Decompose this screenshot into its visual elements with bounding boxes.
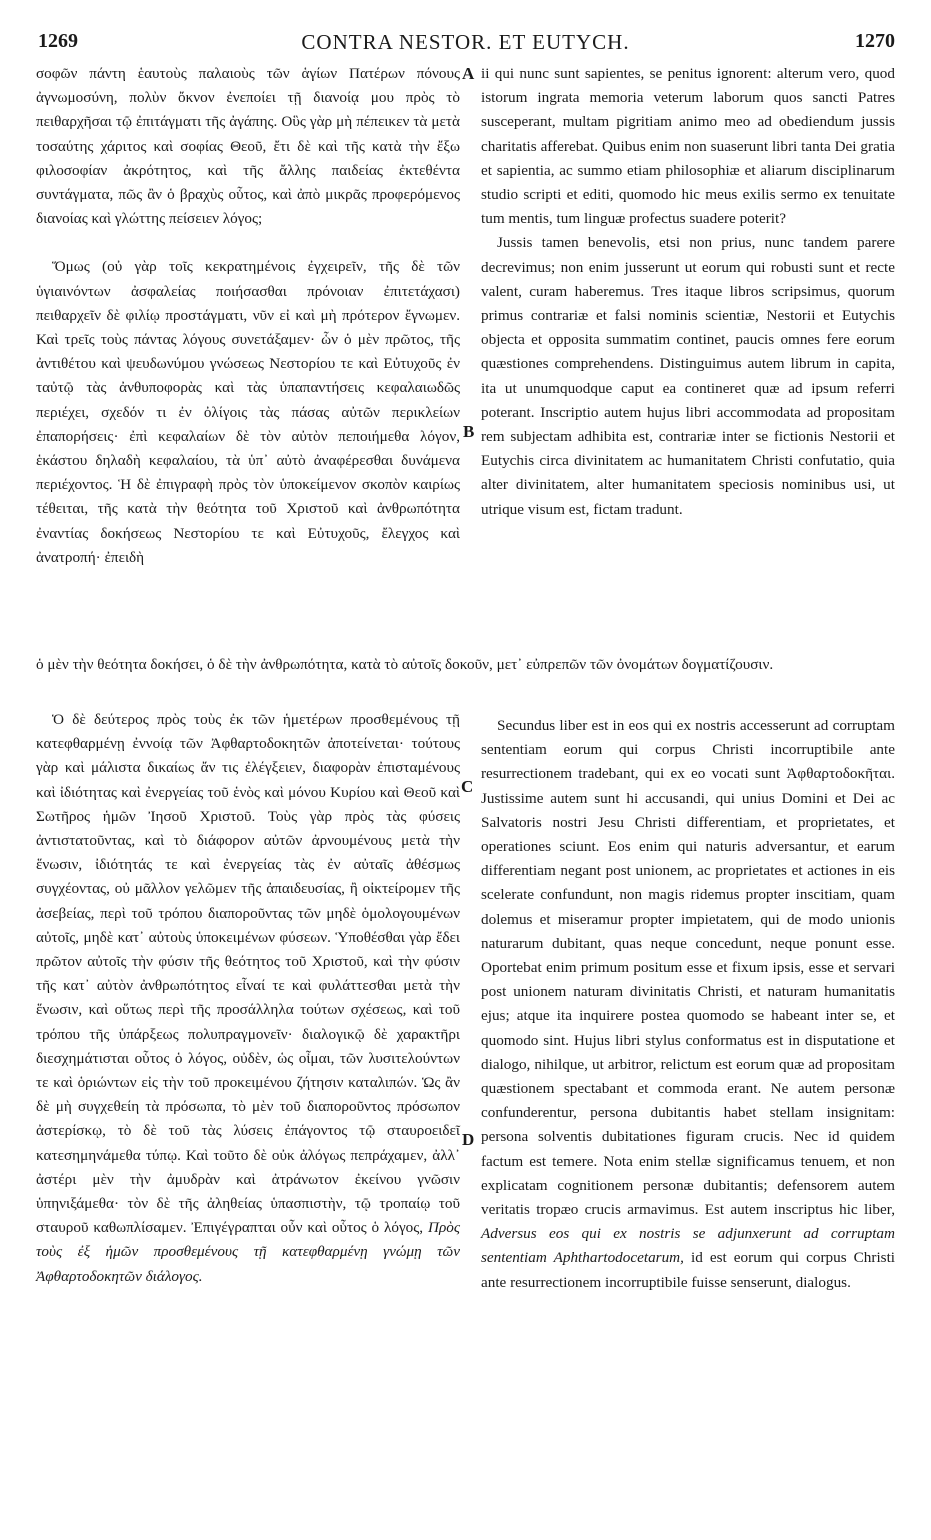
page-header xyxy=(0,30,931,56)
greek-book-title: Πρὸς τοὺς ἐξ ἡμῶν προσθεμένους τῇ κατεφθαρμένῃ γνώμῃ τῶν Ἀφθαρτοδοκητῶν διάλογος. xyxy=(36,1219,460,1285)
greek-column-top xyxy=(36,62,460,570)
latin-paragraph-3-text: Secundus liber est in eos qui ex nostris accesserunt ad corruptam sententiam eorum qui corpus Christi incorruptibile ante resurrectionem tradebant, qui ex eo vocati sunt Ἀφθαρτοδοκῆται. Justissime autem sunt hi accusandi, qui unius Domini et Dei ac Salvatoris nostri Jesu Christi differentiam, et proprietates, et operationes sciunt. Eos enim qui naturis adversantur, et earum differentiam negant post unionem, ac proprietates et actiones in eis scelerate confundunt, non magis ridemus propter inscitiam, quam dolemus et miseramur propter impietatem, qui de modo unionis naturarum dubitant, quas neque concedunt, neque ponunt esse. Oportebat enim primum positum esse et fixum ipsis, esse et servari post unionem naturam divinitatis Christi, et naturam humanitatis ejus; atque ita inquirere postea quomodo se habeant inter se, et quomodo sint. Hujus libri stylus conformatus est in disputatione et dialogo, nihilque, ut arbitror, relictum est eorum quæ ad propositam quæstionem spectabant et commoda erant. Ne autem personæ confunderentur, persona dubitantis habet stellam insignitam: persona solventis dubitationes figuram crucis. Nec id quidem factum est temere. Nota enim stellæ significamus tenuem, et non explicatam cognitionem personæ dubitantis; defensorem autem veritatis tropæo crucis armavimus. Est autem inscriptus hic liber, xyxy=(481,717,895,1219)
greek-paragraph-1: σοφῶν πάντη ἑαυτοὺς παλαιοὺς τῶν ἁγίων Πατέρων πόνους ἀγνωμοσύνη, πολὺν ὄκνον ἐνεποίει τῇ διανοίᾳ μου πρὸς τὸ πειθαρχῆσαι τῷ ἐπιτάγματι τῆς ἀγάπης. Οὓς γὰρ μὴ πέπεικεν τὰ μετὰ τοσαύτης χάριτος καὶ σοφίας Θεοῦ, ἔτι δὲ καὶ τῆς κατὰ τὴν ἔξω φιλοσοφίαν ἀκρότητος, καὶ τῆς ἄλλης παιδείας ἐκτεθέντα συντάγματα, πῶς ἂν ὁ βραχὺς οὗτος, καὶ ἀπὸ μικρᾶς προφερόμενος διανοίας καὶ γλώττης πείσειεν λόγος; xyxy=(36,65,460,228)
latin-paragraph-2: Jussis tamen benevolis, etsi non prius, nunc tandem parere decrevimus; non enim jusserunt ut eorum qui robusti sunt et recte valent, curam haberemus. Tres itaque libros scripsimus, quorum primus contrariæ et falsi nominis scientiæ, Nestorii et Eutychis objecta et opposita summatim continet, paucis omnes fere eorum quæstiones comprehendens. Distinguimus autem librum in capita, ita ut unumquodque caput ea contineret quæ ad ipsum referri poterant. Inscriptio autem hujus libri accommodata ad propositam rem subjectam adhibita est, contrariæ inter se fictionis Nestorii et Eutychis circa divinitatem ac humanitatem Christi confutatio, quia alter divinitatem, alter humanitatem speciosis nominibus usi, ut utrique visum est, fictam tradunt. xyxy=(481,234,895,518)
latin-column-bottom xyxy=(481,714,895,1295)
greek-paragraph-2: Ὅμως (οὐ γὰρ τοῖς κεκρατημένοις ἐγχειρεῖν, τῆς δὲ τῶν ὑγιαινόντων ἀσφαλείας ποιήσασθαι πρόνοιαν ἐπιτετάχασι) πειθαρχεῖν δὲ φιλίῳ προστάγματι, νῦν εἰ καὶ μὴ πρότερον ἔγνωμεν. Καὶ τρεῖς τοὺς πάντας λόγους συνετάξαμεν· ὧν ὁ μὲν πρῶτος, τῆς ἀντιθέτου καὶ ψευδωνύμου γνώσεως Νεστορίου τε καὶ Εὐτυχοῦς ἐν ταὐτῷ τὰς ἀνθυποφορὰς καὶ τὰς ὑπαπαντήσεις κεφαλαιωδῶς περιέχει, σχεδόν τι ἐν ὀλίγοις τὰς πάσας αὐτῶν περικλείων ἐπαπορήσεις· ἐπὶ κεφαλαίων δὲ τὸν αὐτὸν πεποιήμεθα λόγον, ἑκάστου δηλαδὴ κεφαλαίου, τὰ ὑπ᾽ αὐτὸ ἀναφέρεσθαι δυνάμενα περιέχοντος. Ἡ δὲ ἐπιγραφὴ πρὸς τὸν ὑποκείμενον σκοπὸν καιρίως τέθειται, τῆς κατὰ τὴν θεότητα τοῦ Χριστοῦ καὶ ἀνθρωπότητα ἐναντίας δοκήσεως Νεστορίου τε καὶ Εὐτυχοῦς, ἔλεγχος καὶ ἀνατροπή· ἐπειδὴ xyxy=(36,258,460,566)
page-number-right: 1270 xyxy=(855,30,895,52)
greek-column-bottom xyxy=(36,708,460,1289)
margin-marker-a: A xyxy=(462,64,475,83)
greek-paragraph-3-text: Ὁ δὲ δεύτερος πρὸς τοὺς ἐκ τῶν ἡμετέρων προσθεμένους τῇ κατεφθαρμένῃ ἐννοίᾳ τῶν Ἀφθαρτοδοκητῶν ἀποτείνεται· τούτους γὰρ καὶ μάλιστα δικαίως ἄν τις ἐλέγξειεν, διαφορὰν ἐπισταμένους καὶ ἰδιότητας καὶ ἐνεργείας τοῦ ἑνὸς καὶ μόνου Κυρίου καὶ Θεοῦ καὶ Σωτῆρος ἡμῶν Ἰησοῦ Χριστοῦ. Τοὺς γὰρ πρὸς τὰς φύσεις ἀντιστατοῦντας, καὶ τὸ διάφορον αὐτῶν ἀρνουμένους μετὰ τὴν ἕνωσιν, ἰδιότητάς τε καὶ ἐνεργείας τὰς ἐν αὐταῖς ἀθέσμως συγχέοντας, οὐ μᾶλλον γελῶμεν τῆς ἀπαιδευσίας, ἢ οἰκτείρομεν τῆς ἀσεβείας, περὶ τοῦ τρόπου διαποροῦντας τῶν μηδὲ ὁμολογουμένων αὐτοῖς, μηδὲ κατ᾽ αὐτοὺς ὑποκειμένων φύσεων. Ὑποθέσθαι γὰρ ἔδει πρῶτον αὐτοῖς τὴν φύσιν τῆς θεότητος τοῦ Χριστοῦ, καὶ τὴν φύσιν τῆς κατ᾽ αὐτὸν ἀνθρωπότητος εἶναί τε καὶ φυλάττεσθαι μετὰ τὴν ἕνωσιν, καὶ οὕτως περὶ τῆς προσάλληλα τούτων σχέσεως, καὶ τοῦ τρόπου τῆς ὑπάρξεως πολυπραγμονεῖν· διαλογικῷ δὲ χαρακτῆρι διεσχημάτισται οὗτος ὁ λόγος, οὐδὲν, ὡς οἶμαι, τῶν λυσιτελούντων τε καὶ ὁριώντων εἰς τὴν τοῦ προκειμένου ζήτησιν καταλιπών. Ὡς ἂν δὲ μὴ συγχεθείη τὰ πρόσωπα, τὸ μὲν τοῦ διαποροῦντος πρόσωπον ἀστερίσκῳ, τὸ δὲ τοῦ τὰς λύσεις ἐπάγοντος τῷ σταυροειδεῖ κατεσημηνάμεθα τύπῳ. Καὶ τοῦτο δὲ οὐκ ἀλόγως πεπράχαμεν, ἀλλ᾽ ἀστέρι μὲν τὴν ἀμυδρὰν καὶ ἀτράνωτον ἐκείνου γνῶσιν ὑπηνιξάμεθα· τὸν δὲ τῆς ἀληθείας ὑπασπιστὴν, τῷ τροπαίῳ τοῦ σταυροῦ καθωπλίσαμεν. Ἐπιγέγραπται οὖν καὶ οὗτος ὁ λόγος, xyxy=(36,711,460,1237)
greek-paragraph-3 xyxy=(36,708,460,1289)
greek-cross-column-line: ὁ μὲν τὴν θεότητα δοκήσει, ὁ δὲ τὴν ἀνθρωπότητα, κατὰ τὸ αὐτοῖς δοκοῦν, μετ᾽ εὐπρεπῶν τῶν ὀνομάτων δογματίζουσιν. xyxy=(36,656,774,673)
latin-paragraph-3 xyxy=(481,714,895,1295)
margin-marker-c: C xyxy=(461,777,474,796)
latin-book-title: Adversus eos qui ex nostris se adjunxerunt ad corruptam sententiam Aphthartodocetarum, xyxy=(481,1225,895,1267)
latin-paragraph-3-end: id est eorum qui corpus Christi ante resurrectionem incorruptibile fuisse senserunt, dialogus. xyxy=(481,1249,896,1291)
latin-paragraph-1: ii qui nunc sunt sapientes, se penitus ignorent: alterum vero, quod istorum ingrata memoria veterum laborum quos sancti Patres susceperant, multam pigritiam animo meo ad obediendum jussis charitatis afferebat. Quibus enim non suaserunt libri tanta Dei gratia et sapientia, ac summo etiam philosophiæ et aliarum disciplinarum studio scripti et editi, quomodo hic meus exilis sermo ex tenuitate tum mentis, tum linguæ profectus suadere poterit? xyxy=(481,65,895,228)
running-title: CONTRA NESTOR. ET EUTYCH. xyxy=(301,30,630,54)
latin-column-top xyxy=(481,62,895,522)
margin-marker-b: B xyxy=(463,422,475,441)
margin-marker-d: D xyxy=(462,1130,475,1149)
page-number-left: 1269 xyxy=(38,30,78,52)
